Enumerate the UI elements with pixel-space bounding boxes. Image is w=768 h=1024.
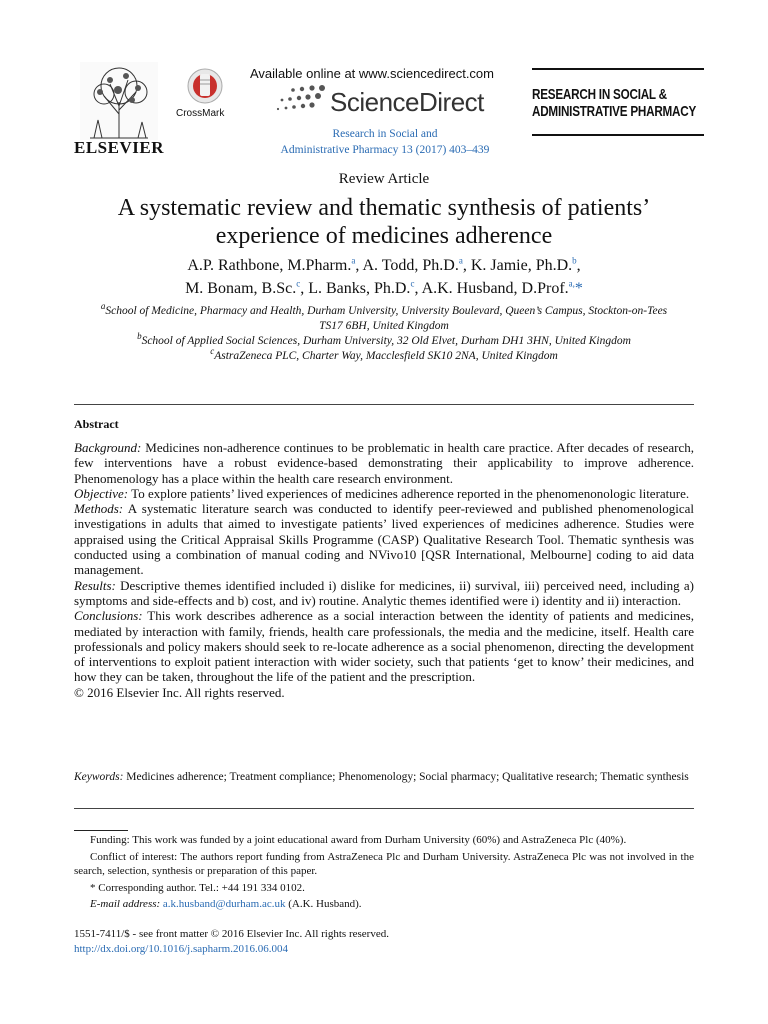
journal-logo-rule-top: [532, 68, 704, 70]
section-text: This work describes adherence as a social interaction between the identity of patients and medicines, mediated by interaction with family, friends, health care professionals, the media and the medicine, itself. Health care professionals and policy makers should seek to re-locate adherence as a social phenomenon, directing the development of interventions to exploit patient interaction with wider society, such that patients ‘get to know’ their medicines, and how they can be taken, throughout the life of the patient and the prescription.: [74, 608, 694, 685]
section-text: Medicines non-adherence continues to be problematic in health care practice. After decades of research, few interventions have a robust evidence-based demonstrating their applicability to improve adherence. Phenomenology has a place within the health care research environment.: [74, 440, 694, 486]
footnote-corresponding: * Corresponding author. Tel.: +44 191 334 0102.: [90, 881, 305, 894]
footnote-conflict: Conflict of interest: The authors report funding from AstraZeneca Plc and Durham University. AstraZeneca Plc was not involved in the search, selection, synthesis or preparation of this paper.: [74, 850, 694, 877]
journal-logo-line2: ADMINISTRATIVE PHARMACY: [532, 103, 697, 120]
corresponding-author-link[interactable]: *: [574, 280, 583, 297]
section-label: Objective:: [74, 485, 129, 501]
journal-logo-rule-bottom: [532, 134, 704, 136]
article-type: Review Article: [338, 171, 430, 187]
affiliation-text: School of Applied Social Sciences, Durham University, 32 Old Elvet, Durham DH1 3HN, United Kingdom: [141, 335, 631, 347]
author-separator: ,: [355, 257, 363, 274]
affiliation-mark: b: [137, 331, 142, 342]
footnote-funding: Funding: This work was funded by a joint educational award from Durham University (60%) and AstraZeneca Plc (40%).: [90, 834, 627, 846]
affiliation-link[interactable]: a: [458, 255, 463, 266]
affiliation-b: [60, 331, 708, 349]
sciencedirect-name: ScienceDirect: [330, 87, 484, 117]
email-label: E-mail address:: [90, 898, 161, 910]
affiliation-link[interactable]: a,: [568, 278, 575, 289]
publisher-name: ELSEVIER: [74, 138, 164, 157]
author-name: L. Banks, Ph.D.: [308, 280, 411, 297]
section-text: To explore patients’ lived experiences of medicines adherence reported in the phenomenonologic literature.: [128, 485, 690, 501]
doi-link[interactable]: http://dx.doi.org/10.1016/j.sapharm.2016.06.004: [74, 942, 288, 955]
keywords-label: Keywords:: [74, 771, 124, 783]
author-name: K. Jamie, Ph.D.: [470, 257, 573, 274]
author-separator: ,: [576, 257, 581, 274]
journal-logo: [532, 68, 704, 136]
author-name: A.P. Rathbone, M.Pharm.: [187, 257, 352, 274]
affiliation-text: AstraZeneca PLC, Charter Way, Macclesfield SK10 2NA, United Kingdom: [214, 350, 558, 362]
footnote-rule: [74, 830, 128, 831]
journal-ref-line2: Administrative Pharmacy 13 (2017) 403–439: [280, 144, 490, 156]
abstract-objective: [74, 486, 694, 501]
affiliation-a-cont: TS17 6BH, United Kingdom: [319, 320, 449, 332]
affiliation-a: [60, 301, 708, 319]
abstract-heading: Abstract: [74, 417, 119, 431]
elsevier-tree-logo: [80, 62, 158, 140]
affiliation-link[interactable]: a: [351, 255, 356, 266]
abstract-methods: [74, 501, 694, 577]
affiliations: [60, 301, 708, 364]
abstract-results: [74, 578, 694, 609]
journal-reference[interactable]: [250, 126, 520, 158]
journal-ref-line1: Research in Social and: [332, 128, 438, 140]
sciencedirect-dots-icon: [272, 84, 328, 114]
abstract-background: [74, 440, 694, 486]
keywords-text: Medicines adherence; Treatment compliance; Phenomenology; Social pharmacy; Qualitative research; Thematic synthesis: [123, 771, 689, 783]
author-name: A.K. Husband, D.Prof.: [421, 280, 569, 297]
section-label: Results:: [74, 577, 116, 593]
author-line1: [60, 254, 708, 277]
affiliation-mark: a: [100, 301, 106, 312]
author-name: M. Bonam, B.Sc.: [185, 280, 297, 297]
author-separator: ,: [462, 257, 471, 274]
abstract-bottom-rule: [74, 808, 694, 809]
section-label: Conclusions:: [74, 608, 143, 624]
title-line1: A systematic review and thematic synthesis of patients’: [117, 195, 651, 221]
affiliation-mark: c: [210, 346, 215, 357]
crossmark-icon[interactable]: [180, 66, 230, 110]
issn-line: 1551-7411/$ - see front matter © 2016 Elsevier Inc. All rights reserved.: [74, 928, 389, 940]
author-line2: [60, 277, 708, 300]
author-list: [60, 254, 708, 300]
section-label: Methods:: [74, 501, 124, 517]
footnote-email: [74, 897, 694, 912]
author-name: A. Todd, Ph.D.: [362, 257, 459, 274]
abstract-conclusions: [74, 608, 694, 684]
email-link[interactable]: a.k.husband@durham.ac.uk: [162, 898, 286, 910]
abstract-copyright: © 2016 Elsevier Inc. All rights reserved.: [74, 684, 285, 700]
affiliation-link[interactable]: b: [572, 255, 577, 266]
title-line2: experience of medicines adherence: [215, 223, 553, 249]
section-text: A systematic literature search was conducted to identify peer-reviewed and published phenomenological investigations in adults that aimed to investigate patients’ lived experiences of medicines adherence. Studies were appraised using the Critical Appraisal Skills Programme (CASP) Qualitative Research Tool. Thematic synthesis was conducted using a combination of manual coding and NVivo10 [QSR International, Melbourne] coding to aid data management.: [74, 501, 694, 578]
issn-block: [74, 927, 694, 956]
section-label: Background:: [74, 440, 142, 455]
keywords: [74, 770, 694, 785]
affiliation-c: [60, 346, 708, 364]
journal-logo-line1: RESEARCH IN SOCIAL &: [532, 86, 667, 103]
footnotes: [74, 833, 694, 914]
affiliation-text: School of Medicine, Pharmacy and Health, Durham University, University Boulevard, Queen’s Campus, Stockton-on-Tees: [105, 305, 668, 317]
abstract-body: [74, 440, 694, 700]
article-title: [60, 194, 708, 250]
section-text: Descriptive themes identified included i) dislike for medicines, ii) survival, iii) perceived need, including a) symptoms and side-effects and b) cost, and iv) routine. Analytic themes identified were i) identity and ii) interaction.: [74, 577, 694, 608]
journal-logo-text: [532, 86, 697, 120]
email-suffix: (A.K. Husband).: [285, 898, 362, 910]
author-separator: ,: [414, 280, 422, 297]
crossmark-label: CrossMark: [176, 108, 225, 119]
abstract-top-rule: [74, 404, 694, 405]
affiliation-link[interactable]: c: [410, 278, 415, 289]
author-separator: ,: [300, 280, 309, 297]
affiliation-link[interactable]: c: [296, 278, 301, 289]
available-online-text: Available online at www.sciencedirect.com: [250, 66, 494, 81]
